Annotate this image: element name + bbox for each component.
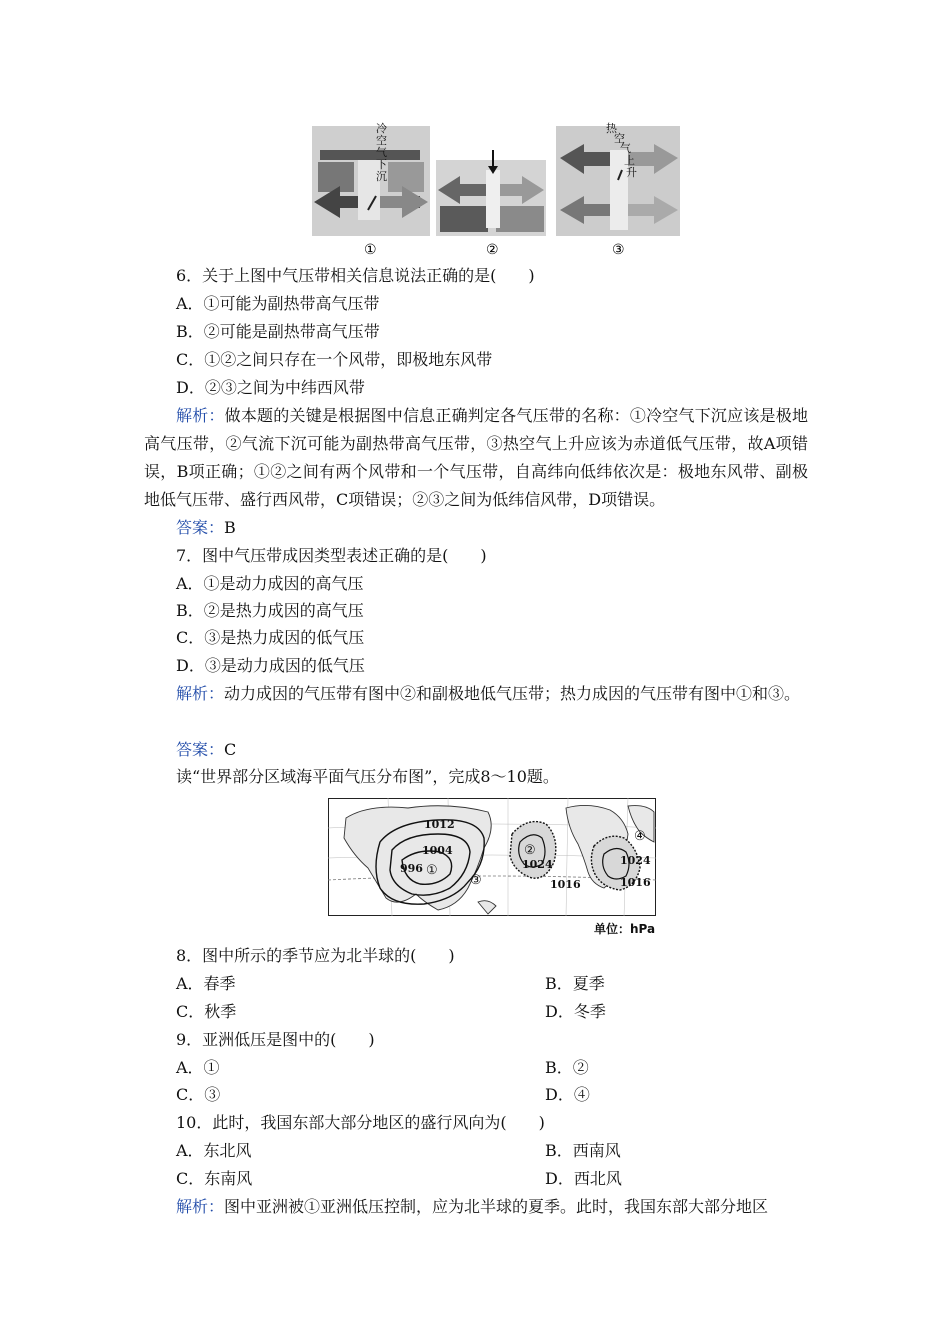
q6-option-d: D．②③之间为中纬西风带 bbox=[176, 378, 365, 397]
q6-analysis bbox=[144, 402, 808, 514]
q8-option-d: D．冬季 bbox=[545, 1002, 606, 1021]
svg-text:热: 热 bbox=[606, 122, 617, 135]
panel-label-2: ② bbox=[486, 242, 499, 258]
panel-2 bbox=[436, 150, 546, 236]
q6-option-a: A．①可能为副热带高气压带 bbox=[176, 294, 380, 313]
isobar-label-1012: 1012 bbox=[424, 818, 455, 831]
q7-analysis bbox=[144, 680, 808, 708]
q7-answer-value: C bbox=[224, 740, 237, 759]
isobar-label-1024-a: 1024 bbox=[522, 858, 553, 871]
cold-air-label bbox=[376, 121, 387, 183]
q10-option-a: A．东北风 bbox=[176, 1141, 252, 1160]
q7-analysis-text: 动力成因的气压带有图中②和副极地低气压带；热力成因的气压带有图中①和③。 bbox=[224, 684, 801, 703]
panel-label-1: ① bbox=[364, 242, 377, 258]
q10-option-b: B．西南风 bbox=[545, 1141, 621, 1160]
q7-option-d: D．③是动力成因的低气压 bbox=[176, 656, 365, 675]
q6-answer bbox=[176, 518, 236, 538]
q9-option-a: A．① bbox=[176, 1058, 220, 1077]
svg-text:沉: 沉 bbox=[376, 170, 387, 183]
q6-stem: 6．关于上图中气压带相关信息说法正确的是( ) bbox=[176, 266, 535, 285]
q9-stem: 9．亚洲低压是图中的( ) bbox=[176, 1030, 375, 1049]
isobar-label-1016-a: 1016 bbox=[550, 878, 581, 891]
isobar-label-1016-b: 1016 bbox=[620, 876, 651, 889]
answer-label: 答案： bbox=[176, 740, 225, 759]
panel-label-3: ③ bbox=[612, 242, 625, 258]
q10-analysis bbox=[144, 1193, 808, 1221]
marker-1: ① bbox=[426, 863, 438, 878]
marker-4: ④ bbox=[634, 829, 646, 844]
q8-option-b: B．夏季 bbox=[545, 974, 605, 993]
q8-stem: 8．图中所示的季节应为北半球的( ) bbox=[176, 946, 455, 965]
analysis-label: 解析： bbox=[176, 406, 225, 425]
analysis-label: 解析： bbox=[176, 684, 225, 703]
q6-answer-value: B bbox=[224, 518, 236, 537]
intro-text: 读“世界部分区域海平面气压分布图”，完成8～10题。 bbox=[176, 767, 559, 786]
svg-text:空: 空 bbox=[376, 134, 387, 147]
svg-text:气: 气 bbox=[376, 146, 387, 159]
q7-answer bbox=[176, 740, 236, 760]
isobar-label-1024-b: 1024 bbox=[620, 854, 651, 867]
q7-option-a: A．①是动力成因的高气压 bbox=[176, 574, 364, 593]
q7-option-b: B．②是热力成因的高气压 bbox=[176, 601, 364, 620]
svg-text:上: 上 bbox=[624, 154, 635, 167]
q8-option-c: C．秋季 bbox=[176, 1002, 237, 1021]
q7-stem: 7．图中气压带成因类型表述正确的是( ) bbox=[176, 546, 487, 565]
svg-text:气: 气 bbox=[620, 142, 631, 155]
q10-stem: 10．此时，我国东部大部分地区的盛行风向为( ) bbox=[176, 1113, 545, 1132]
analysis-label: 解析： bbox=[176, 1197, 225, 1216]
marker-3: ③ bbox=[470, 873, 482, 888]
q6-option-c: C．①②之间只存在一个风带，即极地东风带 bbox=[176, 350, 493, 369]
q10-analysis-text: 图中亚洲被①亚洲低压控制，应为北半球的夏季。此时，我国东部大部分地区 bbox=[224, 1197, 769, 1216]
panel-1 bbox=[312, 121, 430, 236]
answer-label: 答案： bbox=[176, 518, 225, 537]
isobar-label-1004: 1004 bbox=[422, 844, 453, 857]
q8-option-a: A．春季 bbox=[176, 974, 236, 993]
q6-analysis-text: 做本题的关键是根据图中信息正确判定各气压带的名称：①冷空气下沉应该是极地高气压带，②气流下沉可能为副热带高气压带，③热空气上升应该为赤道低气压带，故A项错误，B项正确；①②之间有两个风带和一个气压带，自高纬向低纬依次是：极地东风带、副极地低气压带、盛行西风带，C项错误；②③之间为低纬信风带，D项错误。 bbox=[144, 406, 808, 509]
pressure-belt-diagram bbox=[310, 120, 682, 260]
q10-option-c: C．东南风 bbox=[176, 1169, 253, 1188]
q9-option-d: D．④ bbox=[545, 1085, 590, 1104]
marker-2: ② bbox=[524, 843, 536, 858]
q9-option-b: B．② bbox=[545, 1058, 589, 1077]
q6-option-b: B．②可能是副热带高气压带 bbox=[176, 322, 380, 341]
svg-text:下: 下 bbox=[376, 158, 387, 171]
map-unit-label: 单位：hPa bbox=[594, 922, 656, 936]
svg-text:冷: 冷 bbox=[376, 122, 387, 135]
svg-text:空: 空 bbox=[614, 132, 625, 145]
isobar-label-996: 996 bbox=[400, 862, 423, 875]
svg-text:升: 升 bbox=[626, 166, 637, 179]
q9-option-c: C．③ bbox=[176, 1085, 221, 1104]
q7-option-c: C．③是热力成因的低气压 bbox=[176, 628, 365, 647]
pressure-map bbox=[328, 798, 656, 916]
q10-option-d: D．西北风 bbox=[545, 1169, 622, 1188]
panel-3 bbox=[556, 121, 680, 236]
